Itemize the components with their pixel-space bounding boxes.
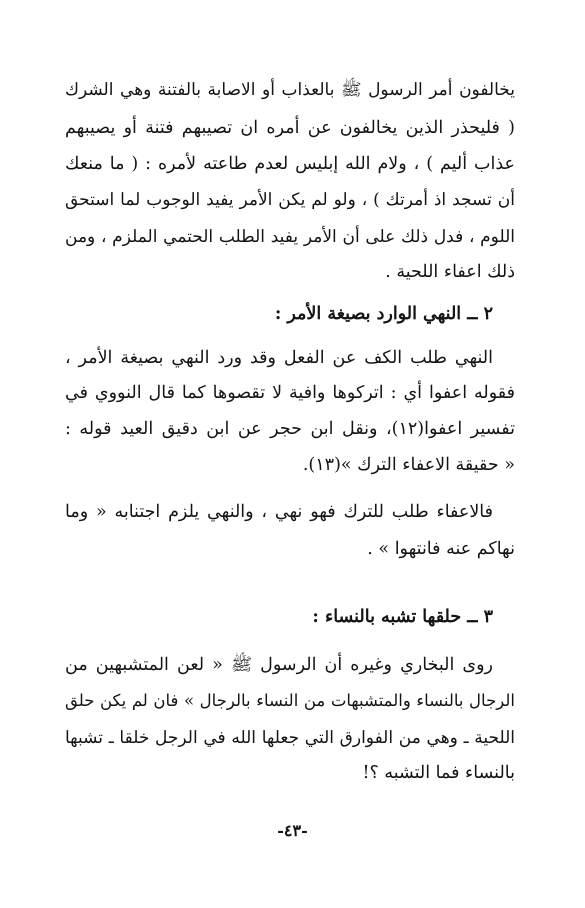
section-2-paragraph-a-line-4: « حقيقة الاعفاء الترك »(١٣). (302, 455, 515, 475)
section-2-paragraph-b-line-2: نهاكم عنه فانتهوا » . (367, 539, 515, 559)
paragraph-1-line-4: أن تسجد اذ أمرتك ) ، ولو لم يكن الأمر يفيد الوجوب لما استحق (65, 190, 515, 210)
section-2-paragraph-a-line-1: النهي طلب الكف عن الفعل وقد ورد النهي بصيغة الأمر ، (65, 348, 493, 368)
section-3-paragraph-line-3: اللحية ـ وهي من الفوارق التي جعلها الله في الرجل خلقا ـ تشبها (65, 728, 515, 748)
section-2-heading: ٢ ــ النهي الوارد بصيغة الأمر : (274, 304, 493, 324)
paragraph-1-line-5: اللوم ، فدل ذلك على أن الأمر يفيد الطلب الحتمي الملزم ، ومن (65, 227, 515, 247)
section-2-paragraph-b-line-1: فالاعفاء طلب للترك فهو نهي ، والنهي يلزم اجتنابه « وما (65, 502, 493, 522)
section-2-paragraph-a-line-3: تفسير اعفوا(١٢)، ونقل ابن حجر عن ابن دقيق العيد قوله : (65, 419, 515, 439)
section-3-paragraph-line-4: بالنساء فما التشبه ؟! (362, 763, 515, 783)
section-3-paragraph-line-1: روى البخاري وغيره أن الرسول ﷺ « لعن المتشبهين من (65, 655, 493, 675)
paragraph-1-line-6: ذلك اعفاء اللحية . (385, 262, 515, 282)
paragraph-1-line-3: عذاب أليم ) ، ولام الله إبليس لعدم طاعته لأمره : ( ما منعك (65, 154, 515, 174)
section-3-heading: ٣ ــ حلقها تشبه بالنساء : (312, 607, 493, 627)
section-3-paragraph-line-2: الرجال بالنساء والمتشبهات من النساء بالرجال » فان لم يكن حلق (65, 691, 515, 710)
section-2-paragraph-a-line-2: فقوله اعفوا أي : اتركوها وافية لا تقصوها كما قال النووي في (65, 383, 515, 403)
paragraph-1-line-2: ( فليحذر الذين يخالفون عن أمره ان تصيبهم فتنة أو يصيبهم (65, 118, 515, 138)
page-number: -٤٣- (277, 821, 308, 840)
paragraph-1-line-1: يخالفون أمر الرسول ﷺ بالعذاب أو الاصابة بالفتنة وهي الشرك (65, 80, 515, 100)
